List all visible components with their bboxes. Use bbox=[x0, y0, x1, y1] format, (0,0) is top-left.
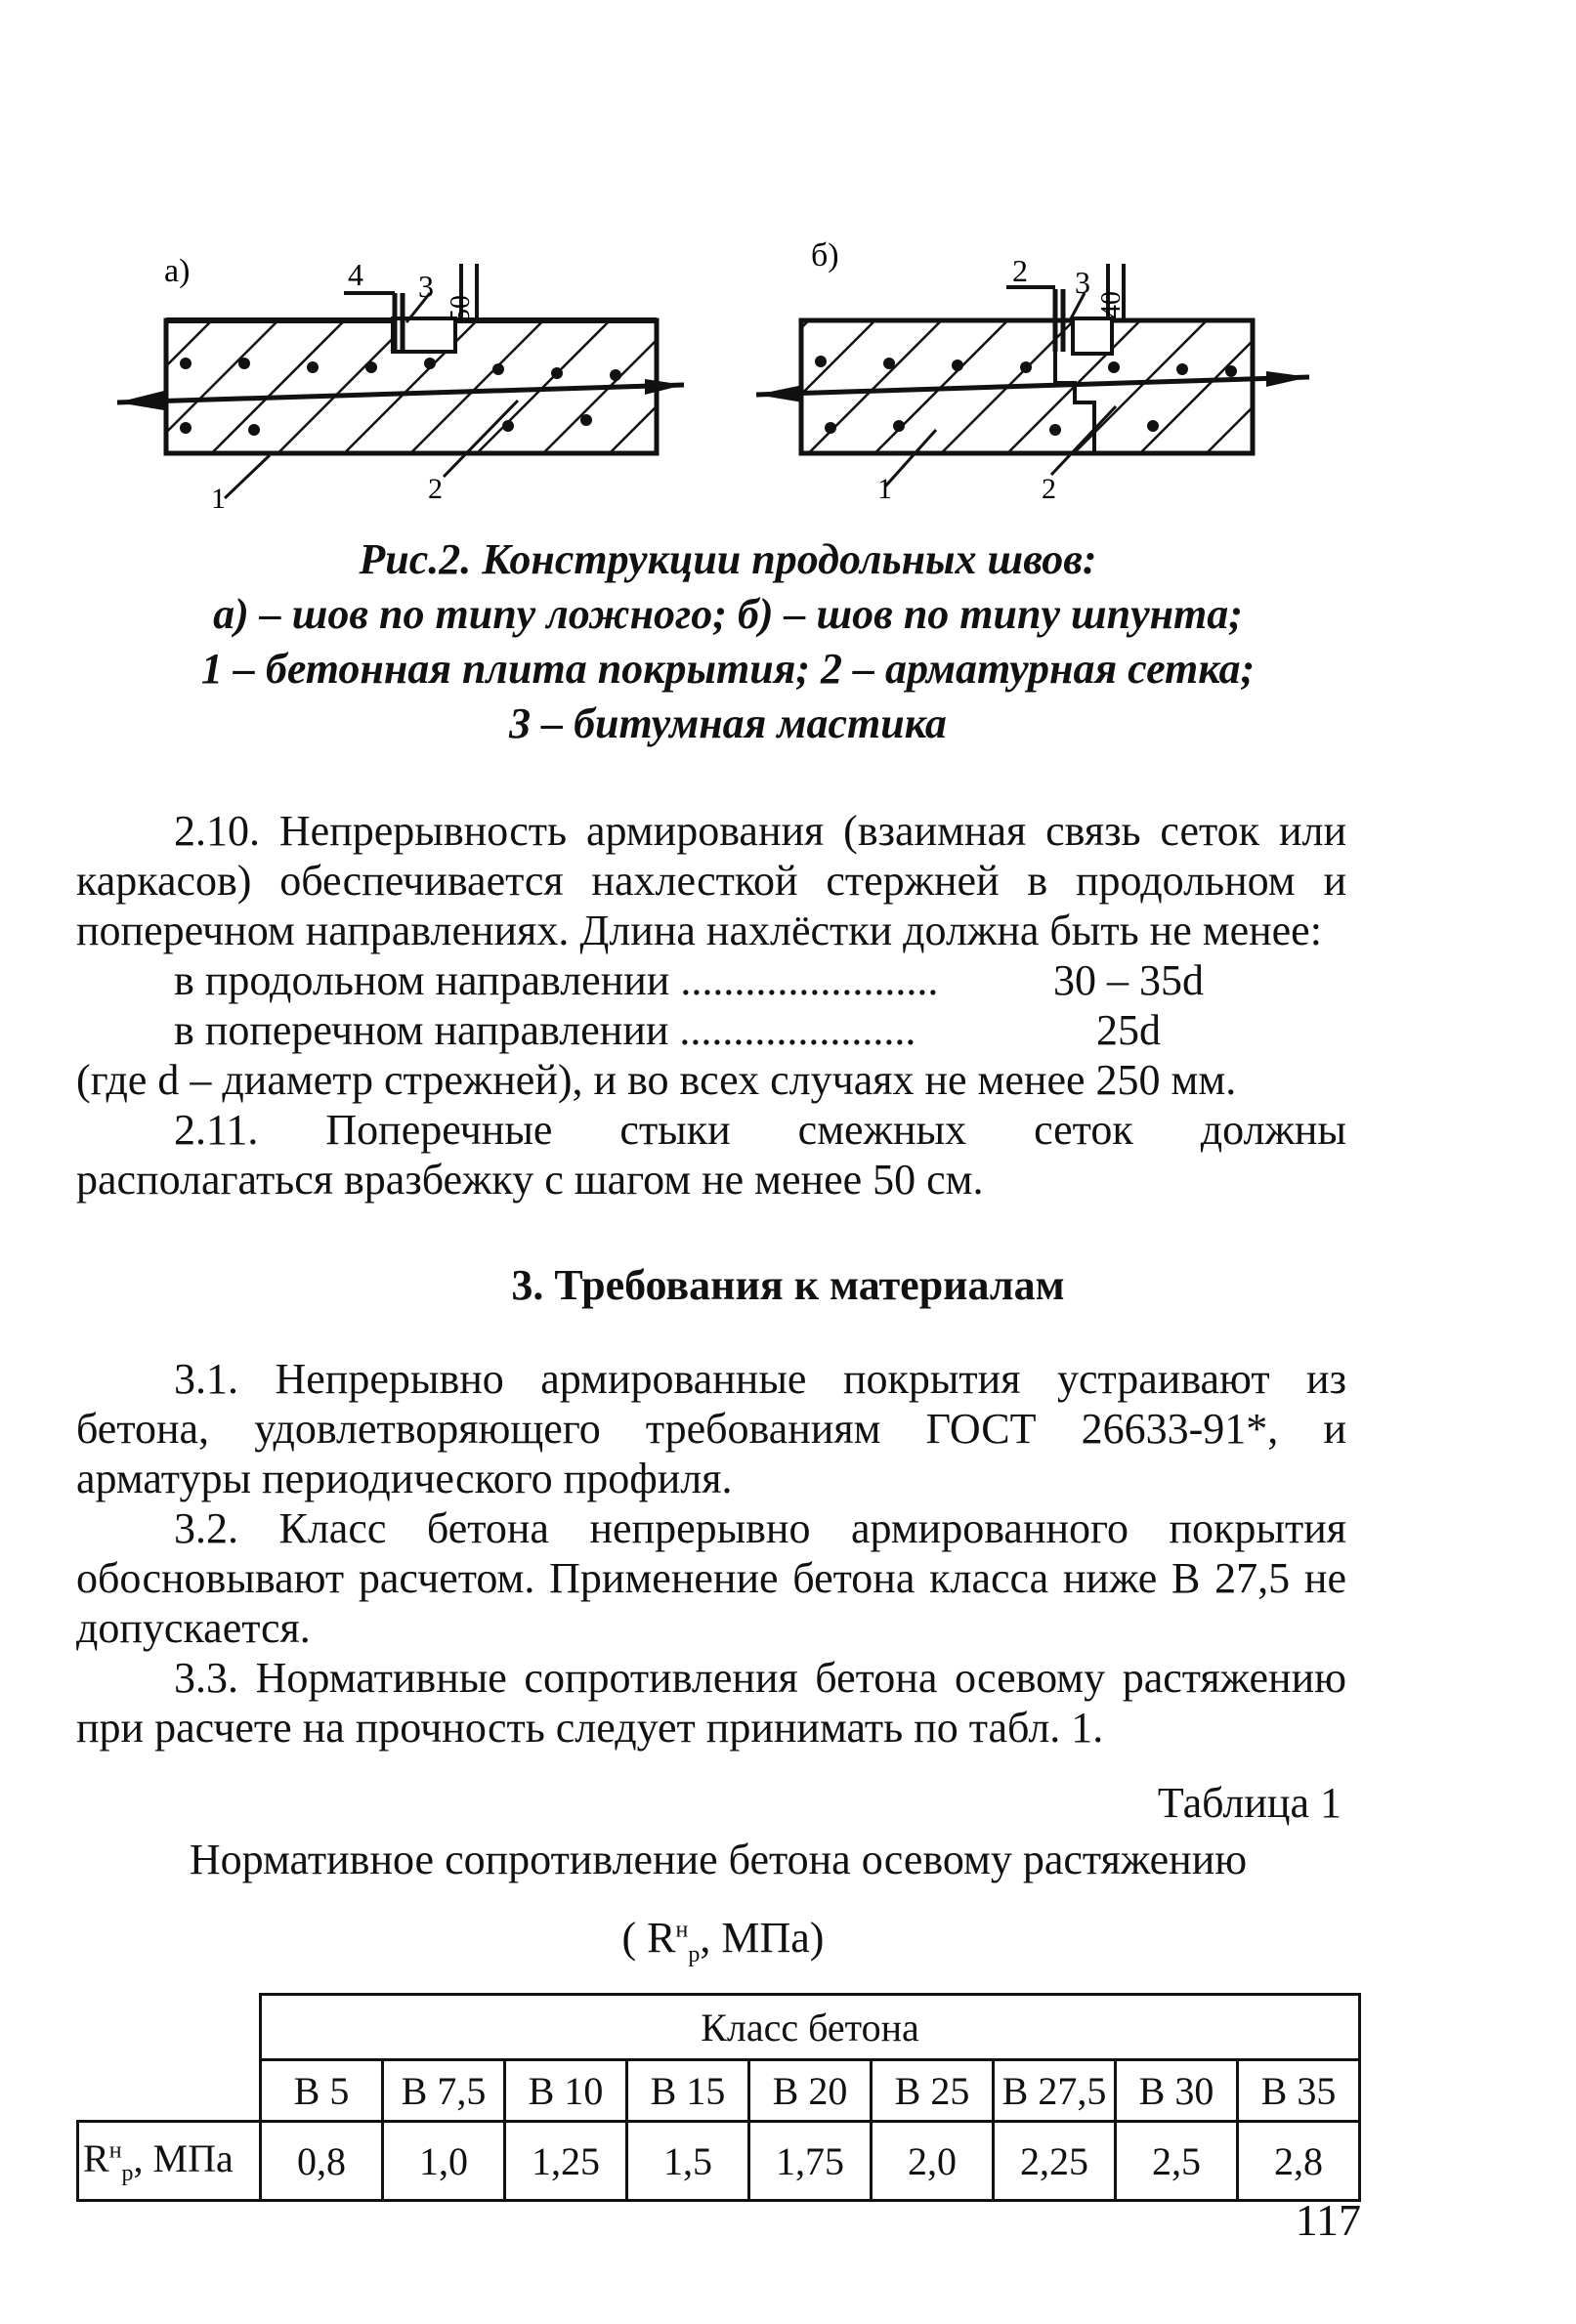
table-unit: ( $R^н_р$, МПа) bbox=[621, 1914, 825, 1967]
table-value-cell: 2,0 bbox=[872, 2122, 994, 2201]
table-row-header: $R^н_р$, МПа bbox=[78, 2122, 261, 2201]
table-class-header: В 15 bbox=[627, 2060, 749, 2122]
paragraph-2-10-note: (где d – диаметр стрежней), и во всех случаях не менее 250 мм. bbox=[76, 1056, 1237, 1104]
table-title: Нормативное сопротивление бетона осевому растяжению bbox=[189, 1836, 1248, 1883]
lap-longitudinal-label: в продольном направлении ........................ bbox=[174, 956, 939, 1004]
paragraph-3-1 bbox=[76, 1354, 1346, 1503]
table-value-cell: 1,75 bbox=[749, 2122, 872, 2201]
lap-longitudinal-value: 30 – 35d bbox=[1053, 956, 1204, 1004]
panel-b-label: б) bbox=[811, 237, 839, 274]
table-header-row-1 bbox=[78, 1995, 1360, 2060]
paragraph-3-2-text: 3.2. Класс бетона непрерывно армированного покрытия обосновывают расчетом. Применение бетона класса ниже В 27,5 не допускается. bbox=[76, 1504, 1346, 1652]
table-class-header: В 25 bbox=[872, 2060, 994, 2122]
paragraph-3-3 bbox=[76, 1653, 1346, 1753]
concrete-tensile-resistance-table bbox=[76, 1993, 1361, 2202]
table-group-header: Класс бетона bbox=[261, 1995, 1360, 2060]
panel-a bbox=[117, 253, 684, 515]
paragraph-2-10 bbox=[76, 806, 1346, 1105]
callout-b-2-lower: 2 bbox=[1042, 473, 1056, 505]
dimension-a-50: 50 bbox=[446, 295, 476, 322]
paragraph-2-11 bbox=[76, 1105, 1346, 1204]
callout-b-1: 1 bbox=[877, 473, 892, 505]
table-value-cell: 1,25 bbox=[505, 2122, 627, 2201]
caption-line-3: 1 – бетонная плита покрытия; 2 – арматурная сетка; bbox=[200, 645, 1256, 693]
table-number: Таблица 1 bbox=[1157, 1779, 1342, 1827]
table-class-header: В 7,5 bbox=[383, 2060, 505, 2122]
paragraph-3-1-text: 3.1. Непрерывно армированные покрытия устраивают из бетона, удовлетворяющего требованиям ГОСТ 26633-91*, и арматуры периодического профиля. bbox=[76, 1355, 1346, 1502]
table-class-header: В 5 bbox=[261, 2060, 383, 2122]
page-number: 117 bbox=[1295, 2195, 1361, 2245]
lap-transverse-value: 25d bbox=[1096, 1006, 1161, 1054]
table-value-cell: 2,8 bbox=[1238, 2122, 1360, 2201]
figure-longitudinal-joints bbox=[0, 0, 1576, 528]
paragraph-3-2 bbox=[76, 1503, 1346, 1653]
table-class-header: В 10 bbox=[505, 2060, 627, 2122]
table-value-cell: 1,5 bbox=[627, 2122, 749, 2201]
table-class-header: В 35 bbox=[1238, 2060, 1360, 2122]
lap-length-longitudinal bbox=[76, 955, 1346, 1005]
callout-a-3: 3 bbox=[418, 269, 434, 304]
callout-a-1: 1 bbox=[211, 483, 226, 515]
table-class-header: В 27,5 bbox=[994, 2060, 1116, 2122]
table-value-cell: 2,25 bbox=[994, 2122, 1116, 2201]
callout-a-2: 2 bbox=[428, 473, 443, 505]
callout-a-4: 4 bbox=[348, 257, 363, 292]
table-value-cell: 0,8 bbox=[261, 2122, 383, 2201]
table-value-cell: 1,0 bbox=[383, 2122, 505, 2201]
table-class-header: В 20 bbox=[749, 2060, 872, 2122]
table-corner-cell bbox=[78, 1995, 261, 2122]
panel-b bbox=[756, 237, 1309, 505]
table-class-header: В 30 bbox=[1116, 2060, 1238, 2122]
paragraph-2-10-text: 2.10. Непрерывность армирования (взаимная связь сеток или каркасов) обеспечивается нахлесткой стержней в продольном и поперечном направлениях. Длина нахлёстки должна быть не менее: bbox=[76, 807, 1346, 954]
callout-b-3: 3 bbox=[1075, 265, 1090, 300]
section-title-materials: 3. Требования к материалам bbox=[511, 1261, 1065, 1309]
panel-a-label: а) bbox=[164, 253, 191, 289]
paragraph-3-3-text: 3.3. Нормативные сопротивления бетона осевому растяжению при расчете на прочность следует принимать по табл. 1. bbox=[76, 1654, 1346, 1752]
table-value-cell: 2,5 bbox=[1116, 2122, 1238, 2201]
table-row-values bbox=[78, 2122, 1360, 2201]
paragraph-2-11-line-1: 2.11. Поперечные стыки смежных сеток должны bbox=[174, 1106, 1346, 1154]
callout-b-2: 2 bbox=[1012, 253, 1028, 288]
lap-transverse-label: в поперечном направлении ...................... bbox=[174, 1006, 916, 1054]
figure-caption bbox=[98, 532, 1358, 751]
joints-drawing bbox=[0, 0, 1576, 528]
paragraph-2-11-line-2: располагаться вразбежку с шагом не менее 50 см. bbox=[76, 1156, 984, 1204]
lap-length-transverse bbox=[76, 1005, 1346, 1055]
caption-line-2: а) – шов по типу ложного; б) – шов по типу шпунта; bbox=[213, 590, 1243, 638]
dimension-b-40: 40 bbox=[1096, 291, 1127, 318]
caption-line-1: Рис.2. Конструкции продольных швов: bbox=[359, 535, 1097, 583]
table-header-row-classes bbox=[78, 2060, 1360, 2122]
caption-line-4: 3 – битумная мастика bbox=[509, 699, 947, 747]
